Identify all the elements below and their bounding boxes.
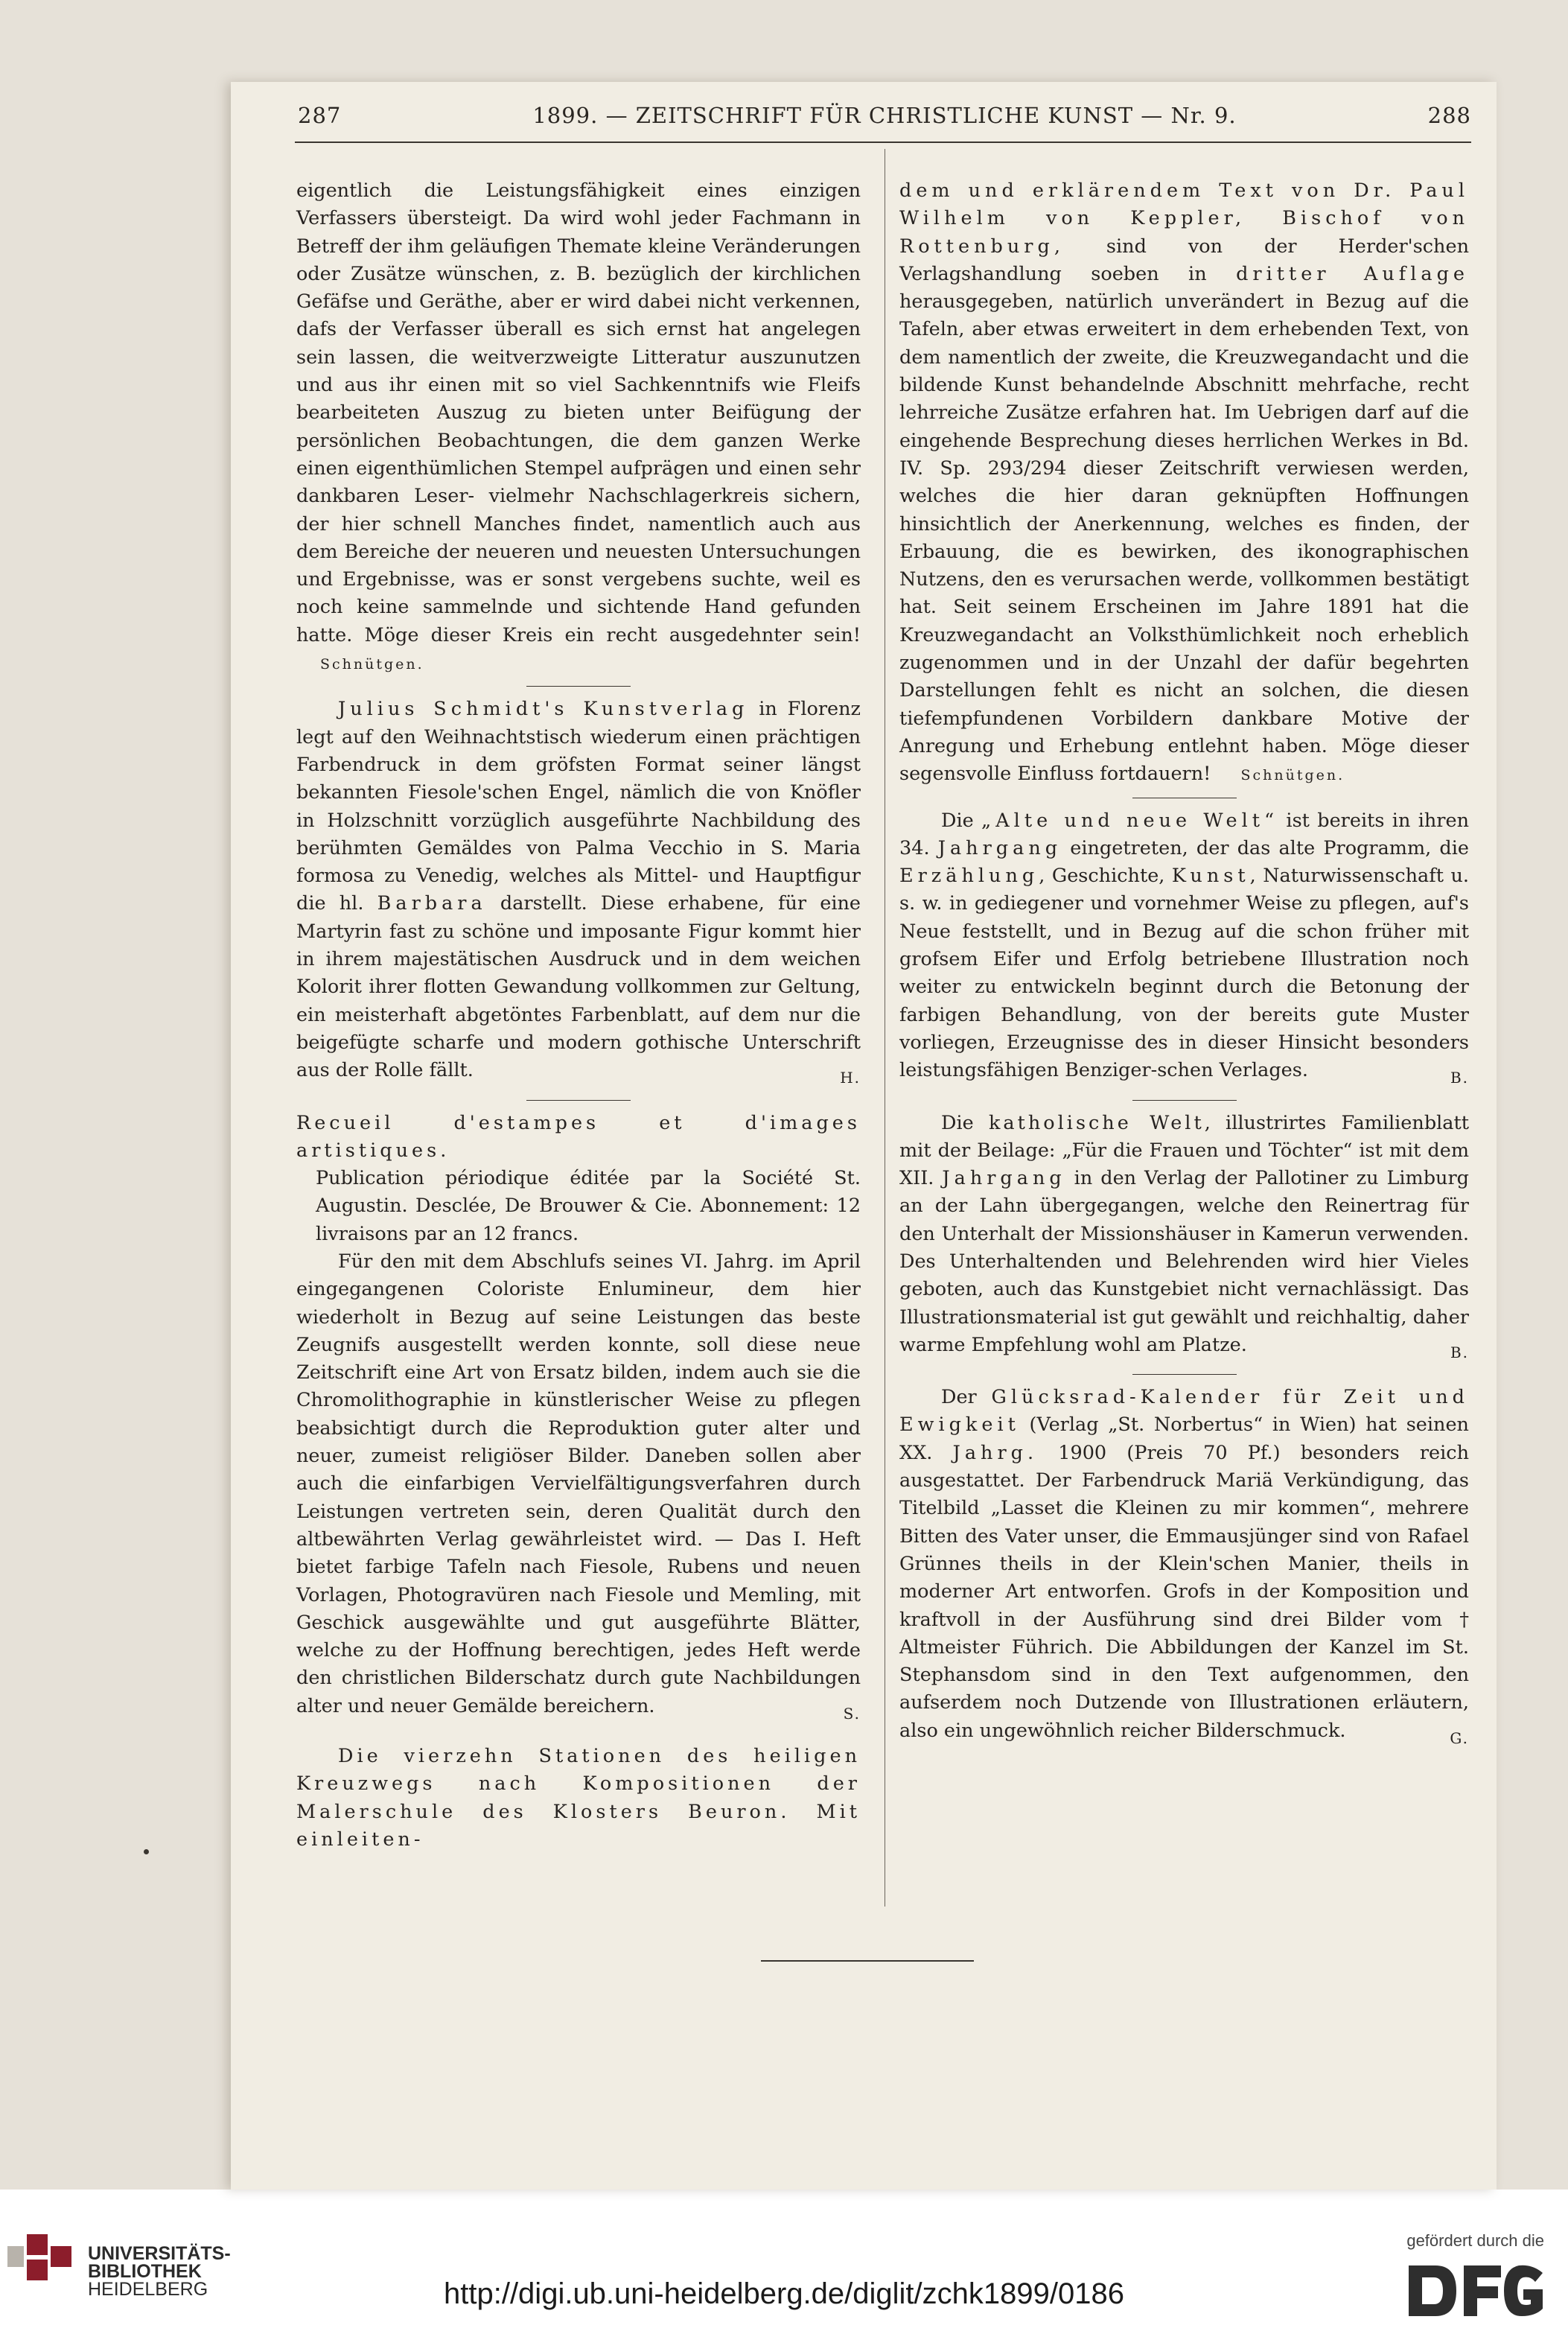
funding-label: gefördert durch die — [1406, 2231, 1544, 2250]
institution-line: UNIVERSITÄTS- — [88, 2243, 231, 2264]
review-recueil — [296, 1248, 861, 1723]
review-kreuzweg-start: Die vierzehn Stationen des heiligen Kreuzwegs nach Kompositionen der Malerschule des Klosters Beuron. Mit einleiten- — [296, 1745, 861, 1851]
section-divider — [526, 1100, 631, 1101]
header-rule — [295, 141, 1471, 143]
institution-line: HEIDELBERG — [88, 2279, 208, 2300]
review-katholische-welt — [899, 1110, 1469, 1360]
review-text: sind von der Herder'schen Verlagshandlung soeben in — [899, 235, 1469, 285]
dfg-logo-icon — [1406, 2261, 1546, 2321]
margin-dot — [144, 1849, 149, 1854]
review-text: Für den mit dem Abschlufs seines VI. Jahrg. im April eingegangenen Coloriste Enlumineur, dem hier wiederholt in Bezug auf seine Leistungen das beste Zeugnifs ausgestellt werden konnte, soll diese neue Zeitschrift eine Art von Ersatz bilden, indem auch sie die Chromolithographie in künstlerischer Weise zu pflegen beabsichtigt durch die Reproduktion guter alter und neuer, zumeist religiöser Bilder. Daneben sollen aber auch die einfarbigen Vervielfältigungsverfahren durch Leistungen vertreten sein, deren Qualität durch den altbewährten Verlag gewährleistet wird. — Das I. Heft bietet farbige Tafeln nach Fiesole, Rubens und neuen Vorlagen, Photogravüren nach Fiesole und Memling, mit Geschick ausgewählte und gut ausgeführte Blätter, welche zu der Hoffnung berechtigen, jedes Heft werde den christlichen Bilderschatz durch gute Nachbildungen alter und neuer Gemälde bereichern. — [296, 1250, 861, 1717]
review-text: Der — [941, 1386, 992, 1409]
spaced-text: dem und erklärendem Text von Dr. Paul Wilhelm von Keppler, Bischof von Rottenburg, — [899, 179, 1469, 258]
section-divider — [526, 686, 631, 687]
signature-g: G. — [1450, 1729, 1469, 1747]
review-text: ist bereits in ihren 34. — [899, 809, 1470, 859]
review-text: herausgegeben, natürlich unverändert in Bezug auf die Tafeln, aber etwas erweitert in dem erhebenden Text, von dem namentlich der zweite, die Kreuzwegandacht und die bildende Kunst behandelnde Abschnitt mehrfache, recht lehrreiche Zusätze erfahren hat. Im Uebrigen darf auf die eingehende Besprechung dieses herrlichen Werkes in Bd. IV. Sp. 293/294 dieser Zeitschrift verwiesen werden, welches die hier daran geknüpften Hoffnungen hinsichtlich der Anerkennung, welches es finden, der Erbauung, die es bewirken, des ikonographischen Nutzens, den es verursachen werde, vollkommen bestätigt hat. Seit seinem Erscheinen im Jahre 1891 hat die Kreuzwegandacht an Volksthümlichkeit noch erheblich zugenommen und in der Unzahl der dafür begehrten Darstellungen fehlt es nicht an solchen, die diesen tiefempfundenen Vorbildern dankbare Motive der Anregung und Erhebung entlehnt haben. Möge dieser segensvolle Einfluss fortdauern! — [899, 290, 1469, 786]
review-gluecksrad-kalender — [899, 1384, 1469, 1745]
signature-schnuetgen: Schnütgen. — [320, 656, 424, 673]
footer-rule — [761, 1960, 974, 1962]
permalink-url[interactable]: http://digi.ub.uni-heidelberg.de/diglit/zchk1899/0186 — [444, 2277, 1124, 2310]
right-column — [899, 177, 1469, 1752]
spaced-text: Glücksrad-Kalender für Zeit und Ewigkeit — [899, 1386, 1469, 1437]
spaced-text: Jahrgang — [937, 836, 1062, 859]
review-publication-info: Publication périodique éditée par la Société St. Augustin. Desclée, De Brouwer & Cie. Abonnement: 12 livraisons par an 12 francs. — [316, 1167, 861, 1245]
review-lead: Julius Schmidt's Kunstverlag — [338, 698, 749, 721]
review-text: 1900 (Preis 70 Pf.) besonders reich ausgestattet. Der Farbendruck Mariä Verkündigung, das Titelbild „Lasset die Kleinen zu mir kommen“, mehrere Bitten des Vater unser, die Emmausjünger sind von Rafael Grünnes theils in der Klein'schen Manier, theils in moderner Art entworfen. Grofs in der Komposition und kraftvoll in der Ausführung sind drei Bilder vom † Altmeister Führich. Die Abbildungen der Kanzel im St. Stephansdom sind in den Text aufgenommen, den aufserdem noch Dutzende von Illustrationen erläutern, also ein ungewöhnlich reicher Bilderschmuck. — [899, 1441, 1469, 1742]
spaced-text: katholische Welt — [988, 1111, 1205, 1134]
review-text: darstellt. Diese erhabene, für eine Martyrin fast zu schöne und imposante Figur kommt hier in ihrem majestätischen Ausdruck und in dem weichen Kolorit ihrer flotten Gewandung vollkommen zur Geltung, ein meisterhaft abgetöntes Farbenblatt, auf dem nur die beigefügte scharfe und modern gothische Unterschrift aus der Rolle fällt. — [296, 892, 861, 1082]
spaced-text: Jahrgang — [942, 1167, 1066, 1190]
spaced-text: dritter Auflage — [1236, 262, 1469, 285]
signature-schnuetgen: Schnütgen. — [1240, 767, 1345, 784]
running-title: 1899. — ZEITSCHRIFT FÜR CHRISTLICHE KUNST — Nr. 9. — [532, 103, 1237, 128]
spaced-text: Erzählung — [899, 865, 1039, 888]
institution-line: BIBLIOTHEK — [88, 2261, 202, 2282]
spaced-text: „Alte und neue Welt“ — [981, 809, 1279, 832]
review-text: in den Verlag der Pallotiner zu Limburg an der Lahn übergegangen, welche den Reinertrag für den Unterhalt der Missionshäuser in Kamerun verwenden. Des Unterhaltenden und Belehrenden wird hier Vieles geboten, auch das Kunstgebiet nicht vernachlässigt. Das Illustrationsmaterial ist gut gewählt und reichhaltig, daher warme Empfehlung wohl am Platze. — [899, 1167, 1469, 1356]
signature-b: B. — [1450, 1343, 1469, 1361]
review-text: in Florenz legt auf den Weihnachtstisch wiederum einen prächtigen Farbendruck in dem gröfsten Format seiner längst bekannten Fiesole'schen Engel, nämlich die von Knöfler in Holzschnitt vorzüglich ausgeführte Nachbildung des berühmten Gemäldes von Palma Vecchio in S. Maria formosa zu Venedig, welches als Mittel- und Hauptfigur die hl. — [296, 698, 861, 915]
section-divider — [1132, 1374, 1237, 1375]
signature-s: S. — [843, 1704, 861, 1723]
review-text: Die — [941, 809, 982, 832]
page-number-left: 287 — [298, 103, 342, 128]
spaced-word: Barbara — [377, 892, 487, 915]
running-header — [298, 103, 1471, 140]
review-alte-neue-welt — [899, 807, 1469, 1085]
review-text: , Naturwissenschaft u. s. w. in gediegener und vornehmer Weise zu pflegen, auf's Neue feststellt, und in Bezug auf die schon früher mit grofsem Eifer und Erfolg betriebene Illustration noch weiter zu entwickeln beginnt durch die Betonung der farbigen Behandlung, von der bereits gute Muster vorliegen, Erzeugnisse des in dieser Hinsicht besonders leistungsfähigen Benziger-schen Verlages. — [899, 865, 1469, 1082]
signature-b: B. — [1450, 1069, 1469, 1087]
left-column — [296, 177, 861, 1854]
review-schmidt-kunstverlag — [296, 696, 861, 1087]
review-continuation-text: eigentlich die Leistungsfähigkeit eines einzigen Verfassers übersteigt. Da wird wohl jeder Fachmann in Betreff der ihm geläufigen Themate kleine Veränderungen oder Zusätze wünschen, z. B. bezüglich der kirchlichen Gefäfse und Geräthe, aber er wird dabei nicht verkennen, dafs der Verfasser überall es sich ernst hat angelegen sein lassen, die weitverzweigte Litteratur auszunutzen und aus ihr einen mit so viel Sachkenntnifs wie Fleifs bearbeiteten Auszug zu bieten unter Beifügung der persönlichen Beobachtungen, die dem ganzen Werke einen eigenthümlichen Stempel aufprägen und einen sehr dankbaren Leser- vielmehr Nachschlagerkreis sichern, der hier schnell Manches findet, namentlich auch aus dem Bereiche der neueren und neuesten Untersuchungen und Ergebnisse, was er sonst vergebens suchte, weil es noch keine sammelnde und sichtende Hand gefunden hatte. Möge dieser Kreis ein recht ausgedehnter sein! — [296, 179, 861, 646]
review-kreuzweg-continuation — [899, 177, 1469, 790]
spaced-text: Kunst — [1171, 865, 1250, 888]
page-number-right: 288 — [1427, 103, 1471, 128]
spaced-text: Jahrg. — [952, 1441, 1039, 1464]
review-text: (Verlag „St. Norbertus“ in Wien) hat seinen XX. — [899, 1414, 1469, 1464]
signature-h: H. — [840, 1069, 861, 1087]
review-text: eingetreten, der das alte Programm, die — [1062, 836, 1469, 859]
review-text: Die — [941, 1111, 989, 1134]
review-title-recueil: Recueil d'estampes et d'images artistiques. — [296, 1111, 861, 1162]
review-continuation — [296, 177, 861, 678]
review-text: , illustrirtes Familienblatt mit der Beilage: „Für die Frauen und Töchter“ ist mit dem XII. — [899, 1111, 1469, 1190]
review-text: , Geschichte, — [1039, 865, 1172, 888]
section-divider — [1132, 1100, 1237, 1101]
